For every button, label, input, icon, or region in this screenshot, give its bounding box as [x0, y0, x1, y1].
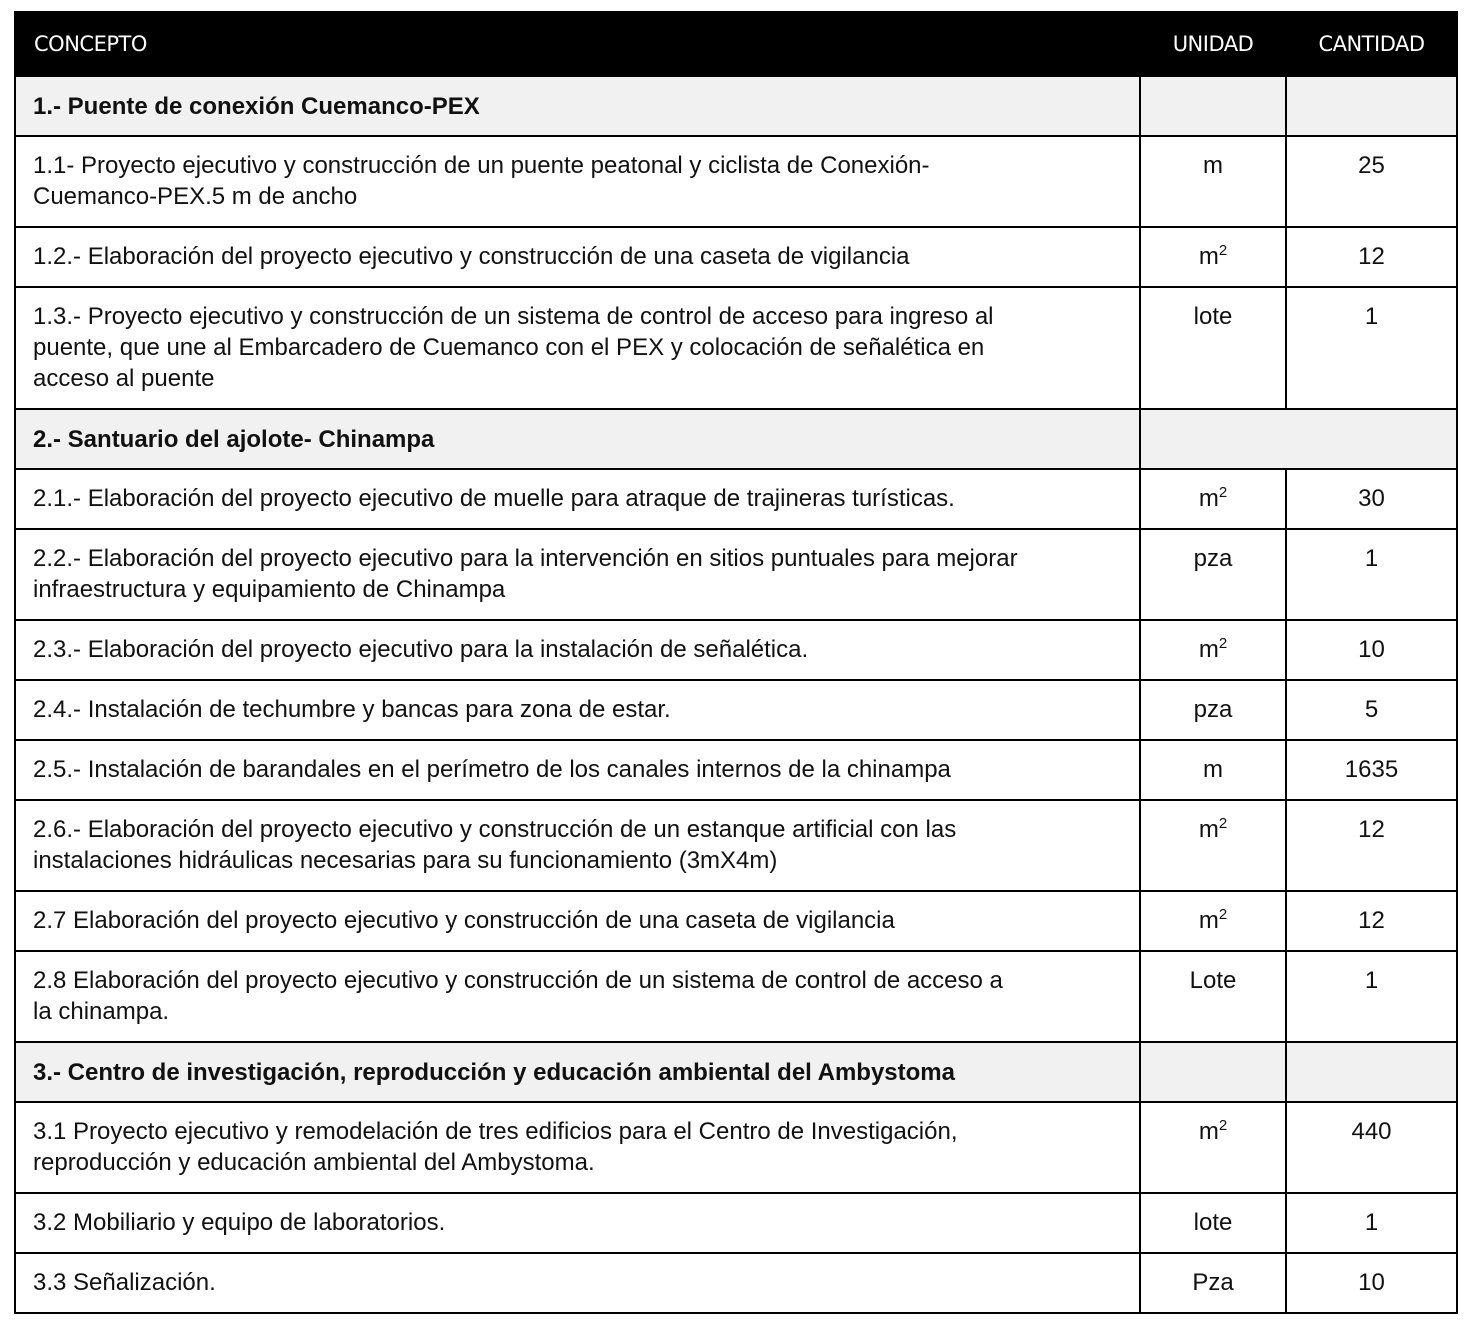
quantity-cell: 12 — [1286, 891, 1457, 951]
concept-cell — [15, 680, 1140, 740]
section-title: 1.- Puente de conexión Cuemanco-PEX — [15, 76, 1140, 136]
quantity-cell: 25 — [1286, 136, 1457, 227]
concept-text-line: la chinampa. — [33, 998, 170, 1025]
section-header-row — [15, 76, 1457, 136]
unit-superscript: 2 — [1218, 1117, 1228, 1134]
quantity-cell: 12 — [1286, 800, 1457, 891]
unit-text: m — [1203, 756, 1223, 783]
unit-cell — [1140, 800, 1286, 891]
table-row — [15, 891, 1457, 951]
column-header-concept: CONCEPTO — [15, 12, 1140, 76]
table-row — [15, 740, 1457, 800]
concept-text-line: 2.1.- Elaboración del proyecto ejecutivo de muelle para atraque de trajineras turísticas. — [33, 485, 955, 512]
unit-cell — [1140, 740, 1286, 800]
table-header-row — [15, 12, 1457, 76]
section-empty-cell — [1140, 1042, 1286, 1102]
quantity-cell: 1635 — [1286, 740, 1457, 800]
quantity-cell: 10 — [1286, 620, 1457, 680]
column-header-quantity: CANTIDAD — [1286, 12, 1457, 76]
unit-cell — [1140, 1102, 1286, 1193]
concept-text-line: 3.2 Mobiliario y equipo de laboratorios. — [33, 1209, 446, 1236]
unit-cell — [1140, 136, 1286, 227]
unit-text: Lote — [1189, 967, 1237, 994]
concept-text-line: 2.7 Elaboración del proyecto ejecutivo y construcción de una caseta de vigilancia — [33, 907, 895, 934]
concept-text-line: reproducción y educación ambiental del Ambystoma. — [33, 1149, 595, 1176]
unit-cell — [1140, 469, 1286, 529]
unit-superscript: 2 — [1218, 635, 1228, 652]
concept-cell — [15, 529, 1140, 620]
concept-cell — [15, 740, 1140, 800]
concepts-table — [14, 11, 1458, 1314]
quantity-cell: 1 — [1286, 951, 1457, 1042]
concept-cell — [15, 1253, 1140, 1313]
unit-cell — [1140, 227, 1286, 287]
quantity-cell: 1 — [1286, 287, 1457, 409]
concept-text-line: puente, que une al Embarcadero de Cuemanco con el PEX y colocación de señalética en — [33, 334, 985, 361]
quantity-cell: 10 — [1286, 1253, 1457, 1313]
section-header-row — [15, 409, 1457, 469]
concept-cell — [15, 136, 1140, 227]
unit-cell — [1140, 680, 1286, 740]
concept-text-line: instalaciones hidráulicas necesarias para su funcionamiento (3mX4m) — [33, 847, 778, 874]
table-row — [15, 1102, 1457, 1193]
unit-cell — [1140, 1253, 1286, 1313]
column-header-unit: UNIDAD — [1140, 12, 1286, 76]
unit-cell — [1140, 529, 1286, 620]
table-row — [15, 287, 1457, 409]
table-row — [15, 136, 1457, 227]
section-empty-cell — [1140, 76, 1286, 136]
unit-text: lote — [1193, 1209, 1233, 1236]
concept-text-line: 1.3.- Proyecto ejecutivo y construcción de un sistema de control de acceso para ingreso al — [33, 303, 994, 330]
concept-text-line: 2.5.- Instalación de barandales en el perímetro de los canales internos de la chinampa — [33, 756, 951, 783]
unit-cell — [1140, 620, 1286, 680]
unit-superscript: 2 — [1218, 484, 1228, 501]
unit-text: m — [1198, 1118, 1219, 1145]
table-row — [15, 1253, 1457, 1313]
quantity-cell: 12 — [1286, 227, 1457, 287]
table-row — [15, 227, 1457, 287]
concept-cell — [15, 1193, 1140, 1253]
concept-text-line: 2.8 Elaboración del proyecto ejecutivo y construcción de un sistema de control de acceso a — [33, 967, 1003, 994]
concept-text-line: 3.3 Señalización. — [33, 1269, 216, 1296]
unit-text: pza — [1193, 545, 1233, 572]
table-row — [15, 800, 1457, 891]
concept-cell — [15, 227, 1140, 287]
unit-text: Pza — [1192, 1269, 1234, 1296]
section-header-row — [15, 1042, 1457, 1102]
quantity-cell: 1 — [1286, 529, 1457, 620]
section-empty-cell — [1286, 76, 1457, 136]
concept-text-line: Cuemanco-PEX.5 m de ancho — [33, 183, 358, 210]
unit-superscript: 2 — [1218, 906, 1228, 923]
section-title: 3.- Centro de investigación, reproducción y educación ambiental del Ambystoma — [15, 1042, 1140, 1102]
unit-text: m — [1198, 816, 1219, 843]
quantity-cell: 440 — [1286, 1102, 1457, 1193]
concept-text-line: 2.4.- Instalación de techumbre y bancas para zona de estar. — [33, 696, 671, 723]
unit-text: m — [1198, 636, 1219, 663]
concept-cell — [15, 287, 1140, 409]
concept-text-line: infraestructura y equipamiento de Chinampa — [33, 576, 506, 603]
table-row — [15, 1193, 1457, 1253]
concept-text-line: 1.2.- Elaboración del proyecto ejecutivo y construcción de una caseta de vigilancia — [33, 243, 910, 270]
concept-text-line: 2.6.- Elaboración del proyecto ejecutivo y construcción de un estanque artificial con las — [33, 816, 957, 843]
unit-text: m — [1198, 243, 1219, 270]
table-row — [15, 529, 1457, 620]
quantity-cell: 1 — [1286, 1193, 1457, 1253]
table-row — [15, 620, 1457, 680]
concept-text-line: 2.2.- Elaboración del proyecto ejecutivo para la intervención en sitios puntuales para mejorar — [33, 545, 1018, 572]
section-empty-cell — [1286, 1042, 1457, 1102]
unit-cell — [1140, 891, 1286, 951]
table-row — [15, 469, 1457, 529]
unit-cell — [1140, 287, 1286, 409]
concept-cell — [15, 951, 1140, 1042]
quantity-cell: 5 — [1286, 680, 1457, 740]
section-empty-cell — [1140, 409, 1457, 469]
concept-cell — [15, 1102, 1140, 1193]
concept-cell — [15, 620, 1140, 680]
unit-cell — [1140, 951, 1286, 1042]
concept-cell — [15, 891, 1140, 951]
concept-text-line: acceso al puente — [33, 365, 215, 392]
unit-superscript: 2 — [1218, 242, 1228, 259]
concept-cell — [15, 469, 1140, 529]
concept-text-line: 2.3.- Elaboración del proyecto ejecutivo para la instalación de señalética. — [33, 636, 809, 663]
unit-text: lote — [1193, 303, 1233, 330]
table-body — [15, 76, 1457, 1313]
unit-superscript: 2 — [1218, 815, 1228, 832]
concept-cell — [15, 800, 1140, 891]
unit-text: m — [1203, 152, 1223, 179]
section-title: 2.- Santuario del ajolote- Chinampa — [15, 409, 1140, 469]
unit-text: m — [1198, 485, 1219, 512]
table-row — [15, 951, 1457, 1042]
quantity-cell: 30 — [1286, 469, 1457, 529]
unit-cell — [1140, 1193, 1286, 1253]
concept-text-line: 3.1 Proyecto ejecutivo y remodelación de tres edificios para el Centro de Investigación, — [33, 1118, 958, 1145]
table-row — [15, 680, 1457, 740]
concept-text-line: 1.1- Proyecto ejecutivo y construcción de un puente peatonal y ciclista de Conexión- — [33, 152, 930, 179]
unit-text: m — [1198, 907, 1219, 934]
unit-text: pza — [1193, 696, 1233, 723]
